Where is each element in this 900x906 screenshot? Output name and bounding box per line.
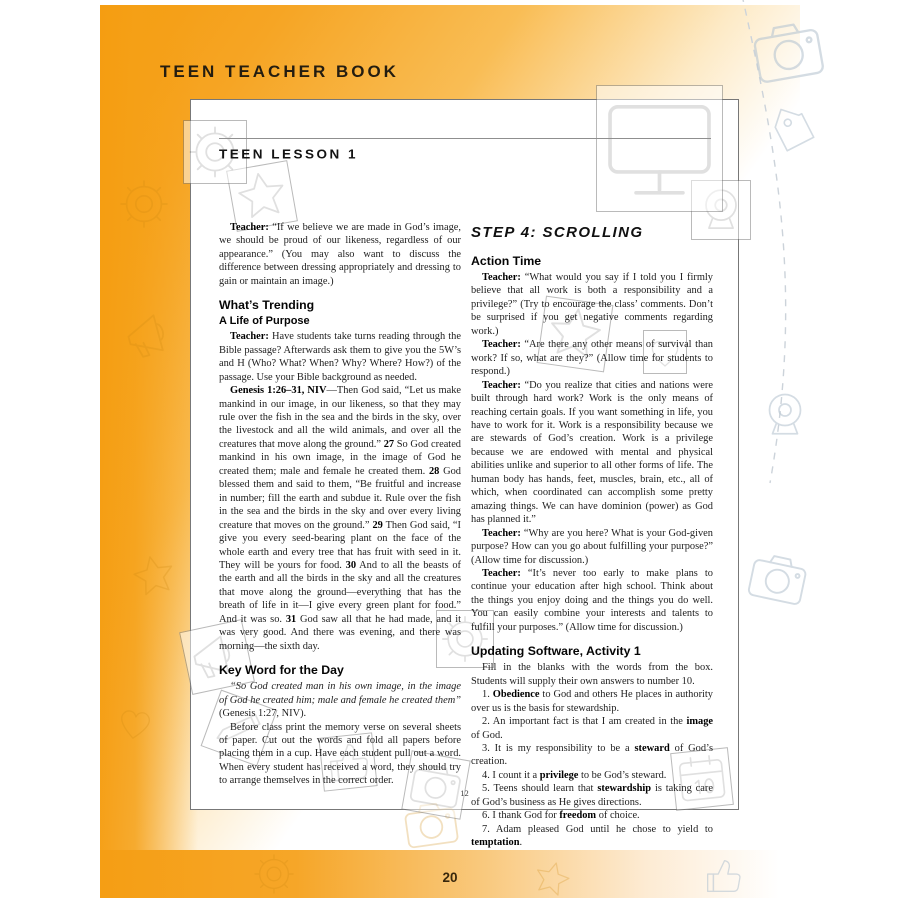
page-columns [191,221,738,850]
body-paragraph: Teacher: “Do you realize that cities and nations were built through hard work? Work is the only means of reaching certain goals. If you want something in life, you have to work for it. Work is a responsibility because we are stewards of God’s creation. Work is a privilege because we are endowed with mental and physical abilities unlike and superior to all other forms of life. The human body has hands, feet, muscles, brain, etc., all of which, when coordinated can accomplish some pretty amazing things. We can have dominion (power) as God has planned it.” [471,379,713,526]
body-paragraph: Before class print the memory verse on several sheets of paper. Cut out the words and fold all papers before placing them in a cup. Have each student pull out a word. When every student has received a word, they should try to arrange themselves in the correct order. [219,721,461,787]
megaphone-doodle-icon [113,298,189,374]
body-paragraph: 7. Adam pleased God until he chose to yield to temptation. [471,823,713,849]
body-paragraph: “So God created man in his own image, in the image of God he created him; male and female he created them” (Genesis 1:27, NIV). [219,681,461,720]
webcam-doodle-icon [755,385,815,445]
body-paragraph: Fill in the blanks with the words from the box. Students will supply their own answers to number 10. [471,662,713,687]
body-paragraph: 4. I count it a privilege to be God’s steward. [482,769,667,781]
body-paragraph: Genesis 1:26–31, NIV—Then God said, “Let us make mankind in our image, in our likeness, so that they may rule over the fish in the sea and the birds in the sky, over the livestock and all the wild animals, and over all the creatures that move along the ground.” 27 So God created mankind in his own image, in the image of God he created them; male and female he created them. 28 God blessed them and said to them, “Be fruitful and increase in number; fill the earth and subdue it. Rule over the fish in the sea and the birds in the sky and over every living creature that moves on the ground.” 29 Then God said, “I give you every seed-bearing plant on the face of the whole earth and every tree that has fruit with seed in it. They will be yours for food. 30 And to all the beasts of the earth and all the birds in the sky and all the creatures that move along the ground—everything that has the breath of life in it—I give every green plant for food.” And it was so. 31 God saw all that he had made, and it was very good. And there was evening, and there was morning—the sixth day. [219,385,462,652]
step-heading: STEP 4: SCROLLING [471,224,644,241]
section-heading: Updating Software, Activity 1 [471,644,641,659]
body-paragraph: Teacher: “Why are you here? What is your God-given purpose? How can you go about fulfilling your purpose?” (Allow time for discussion.) [471,527,713,566]
gear-doodle-icon [115,175,173,233]
body-paragraph: Teacher: “If we believe we are made in God’s image, we should be proud of our likeness, regardless of our appearance.” (You may also want to discuss the difference between dressing appropriately and dressing to gain or maintain an image.) [219,222,461,287]
gear-doodle-icon [250,850,298,898]
section-heading: What’s Trending [219,298,315,313]
star-doodle-icon [123,545,185,607]
lesson-title: TEEN LESSON 1 [219,147,359,162]
page-number: 12 [460,788,469,798]
body-paragraph: 2. An important fact is that I am created in the image of God. [471,716,713,741]
body-paragraph: 6. I thank God for freedom of choice. [482,810,640,822]
heart-doodle-icon [109,697,161,749]
right-column [471,221,713,850]
body-paragraph: 1. Obedience to God and others He places in authority over us is the basis for stewardship. [471,689,714,714]
body-paragraph: 5. Teens should learn that stewardship is taking care of God’s business as He gives directions. [471,783,713,808]
body-paragraph: Teacher: “It’s never too early to make plans to continue your education after high school. Think about the things you enjoy doing and the things you do well. You can easily combine your interests and talents to fulfill your purposes.” (Allow time for discussion.) [471,567,713,633]
book-title: TEEN TEACHER BOOK [160,62,399,81]
subsection-heading: A Life of Purpose [219,315,310,328]
camera-doodle-icon [742,5,835,98]
body-paragraph: Teacher: Have students take turns reading through the Bible passage? Afterwards ask them to give you the 5W’s and H (Who? What? When? Why? Where? How?) of the passage. Use your Bible background as needed. [219,331,461,383]
body-paragraph: Teacher: “What would you say if I told you I firmly believe that all work is both a responsibility and a privilege?” (Try to encourage the class’ comments. Don’t be surprised if you get negative comments regarding work.) [471,272,713,337]
cover-background [100,5,800,898]
book-page-number: 20 [442,870,458,885]
body-paragraph: Teacher: “Are there any other means of survival than work? If so, what are they?” (Allow time for students to respond.) [471,339,713,378]
star-doodle-icon [525,852,579,906]
page-top-rule [219,138,711,139]
lesson-page [190,99,739,849]
thumbs-up-doodle-icon [700,853,746,899]
section-heading: Action Time [471,254,542,268]
camera-doodle-icon [739,539,817,617]
section-heading: Key Word for the Day [219,663,344,678]
body-paragraph: 3. It is my responsibility to be a steward of God’s creation. [471,742,713,768]
left-column [219,221,461,850]
